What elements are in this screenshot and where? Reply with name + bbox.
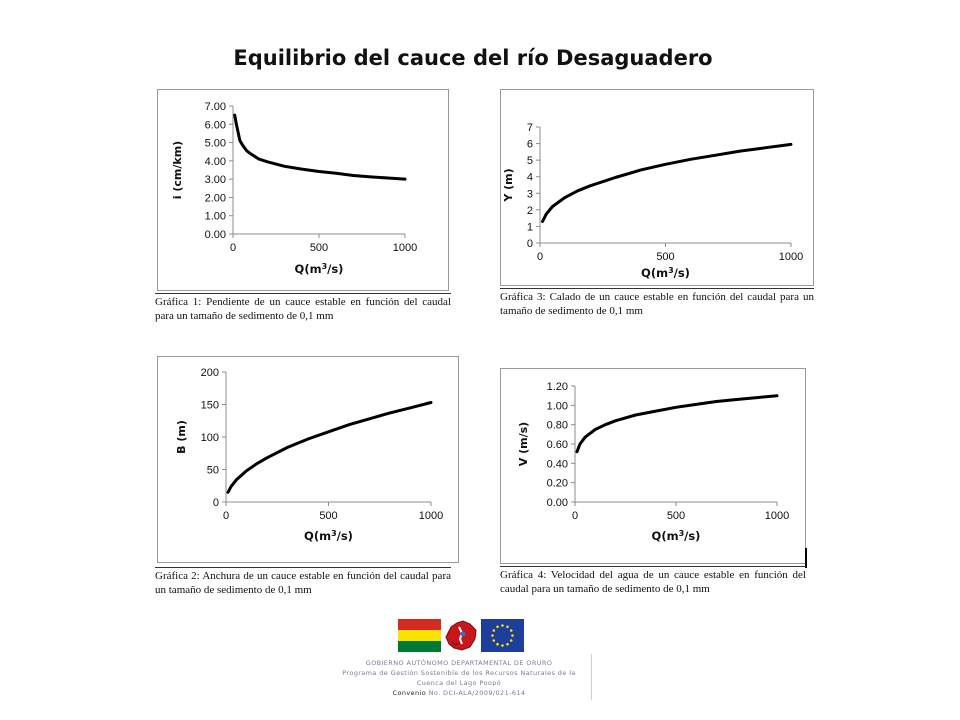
bolivia-flag-red-stripe — [398, 619, 441, 630]
y-axis-label: i (cm/km) — [171, 140, 184, 200]
y-tick-label: 5.00 — [204, 137, 226, 150]
y-tick-label: 0 — [212, 497, 219, 509]
footer-divider — [591, 654, 592, 700]
oruro-department-emblem-icon — [443, 617, 479, 653]
eu-star — [501, 624, 504, 627]
chart-panel-2 — [157, 356, 459, 563]
x-tick-label: 1000 — [764, 510, 790, 522]
x-axis-label-superscript: 3 — [331, 528, 337, 538]
y-tick-label: 3.00 — [204, 174, 226, 187]
eu-star — [506, 626, 509, 629]
y-tick-label: 4 — [526, 171, 533, 184]
footer-program-name: Programa de Gestión Sostenible de los Recursos Naturales de la — [342, 669, 576, 677]
footer-government-name: GOBIERNO AUTÓNOMO DEPARTAMENTAL DE ORURO — [365, 659, 553, 667]
x-tick-label: 500 — [319, 510, 338, 522]
x-axis-label-part: /s) — [673, 266, 690, 280]
y-axis-label: B (m) — [175, 420, 188, 454]
x-axis-label — [304, 529, 353, 544]
chart-velocity — [501, 369, 807, 565]
x-axis-label — [652, 529, 701, 544]
series-line-B — [228, 403, 431, 493]
european-union-flag-icon — [481, 619, 524, 652]
y-tick-label: 5 — [526, 155, 533, 168]
chart-width — [158, 357, 460, 564]
eu-star — [511, 634, 514, 637]
text-cursor-mark — [805, 548, 807, 568]
x-axis-label-superscript: 3 — [668, 265, 674, 275]
eu-star — [496, 643, 499, 646]
x-tick-label: 0 — [229, 242, 237, 254]
eu-star — [501, 644, 504, 647]
eu-star — [510, 639, 513, 642]
series-line-i — [235, 115, 405, 179]
eu-star — [493, 639, 496, 642]
chart-panel-3 — [500, 89, 814, 286]
x-axis-label — [641, 266, 690, 281]
caption-graph-3: Gráfica 3: Calado de un cauce estable en función del caudal para un tamaño de sedimento de 0,1 mm — [500, 288, 814, 318]
y-tick-label: 7.00 — [204, 101, 226, 113]
y-tick-label: 0 — [526, 238, 533, 250]
eu-star — [510, 629, 513, 632]
y-tick-label: 200 — [200, 367, 219, 379]
eu-stars-ring — [481, 619, 524, 652]
x-tick-label: 1000 — [392, 242, 418, 254]
chart-panel-1 — [157, 89, 449, 291]
footer-agreement-number: No. DCI-ALA/2009/021-614 — [428, 689, 526, 697]
x-axis-label-part: Q(m — [304, 529, 332, 543]
eu-star — [496, 626, 499, 629]
y-axis-label: Y (m) — [502, 168, 515, 202]
y-tick-label: 1.00 — [204, 210, 226, 223]
x-axis-label-part: /s) — [336, 529, 353, 543]
y-tick-label: 7 — [526, 122, 533, 134]
footer-agreement-prefix: Convenio — [392, 689, 427, 697]
y-tick-label: 4.00 — [204, 155, 226, 168]
chart-depth — [501, 90, 815, 287]
y-tick-label: 0.60 — [546, 439, 568, 451]
x-axis-label-part: Q(m — [294, 262, 322, 276]
caption-graph-1: Gráfica 1: Pendiente de un cauce estable en función del caudal para un tamaño de sedimento de 0,1 mm — [155, 293, 451, 323]
y-tick-label: 150 — [200, 399, 219, 412]
x-axis-label — [295, 262, 344, 277]
series-line-V — [577, 396, 777, 452]
x-tick-label: 0 — [571, 510, 579, 522]
eu-star — [506, 643, 509, 646]
series-line-Y — [543, 144, 792, 221]
bolivia-flag-green-stripe — [398, 641, 441, 652]
y-tick-label: 2.00 — [204, 192, 226, 205]
x-tick-label: 500 — [656, 251, 675, 263]
x-tick-label: 500 — [309, 242, 329, 254]
caption-graph-4: Gráfica 4: Velocidad del agua de un cauce estable en función del caudal para un tamaño de sedimento de 0,1 mm — [500, 566, 806, 596]
eu-star — [493, 629, 496, 632]
y-tick-label: 6 — [526, 138, 533, 151]
x-axis-label-superscript: 3 — [678, 528, 685, 538]
bolivia-flag-icon — [398, 619, 441, 652]
y-tick-label: 1 — [526, 221, 533, 234]
y-tick-label: 0.00 — [204, 229, 226, 241]
y-tick-label: 0.20 — [546, 477, 568, 490]
y-tick-label: 2 — [526, 204, 533, 217]
x-tick-label: 500 — [666, 510, 686, 522]
x-axis-label-part: Q(m — [651, 529, 679, 543]
y-tick-label: 6.00 — [204, 119, 226, 132]
chart-slope — [158, 90, 450, 292]
x-tick-label: 0 — [536, 251, 544, 263]
x-axis-label-part: /s) — [684, 529, 701, 543]
y-tick-label: 3 — [526, 188, 533, 201]
caption-graph-2: Gráfica 2: Anchura de un cauce estable en función del caudal para un tamaño de sedimento de 0,1 mm — [155, 567, 451, 597]
y-tick-label: 50 — [206, 464, 219, 477]
x-axis-label-part: /s) — [327, 262, 344, 276]
x-axis-label-superscript: 3 — [321, 261, 328, 271]
eu-star — [491, 634, 494, 637]
x-axis-label-part: Q(m — [641, 266, 669, 280]
y-tick-label: 0.00 — [546, 497, 568, 509]
page-title: Equilibrio del cauce del río Desaguadero — [233, 46, 713, 70]
x-tick-label: 1000 — [778, 251, 804, 263]
y-tick-label: 100 — [200, 432, 219, 444]
y-tick-label: 0.80 — [546, 419, 568, 432]
y-tick-label: 1.00 — [546, 400, 568, 413]
chart-panel-4 — [500, 368, 806, 564]
footer-basin-name: Cuenca del Lago Poopó — [416, 679, 502, 687]
footer-agreement — [330, 689, 588, 697]
y-tick-label: 0.40 — [546, 458, 568, 471]
y-tick-label: 1.20 — [546, 381, 568, 393]
x-tick-label: 1000 — [418, 510, 444, 522]
y-axis-label: V (m/s) — [517, 421, 530, 467]
x-tick-label: 0 — [222, 510, 230, 522]
bolivia-flag-yellow-stripe — [398, 630, 441, 641]
